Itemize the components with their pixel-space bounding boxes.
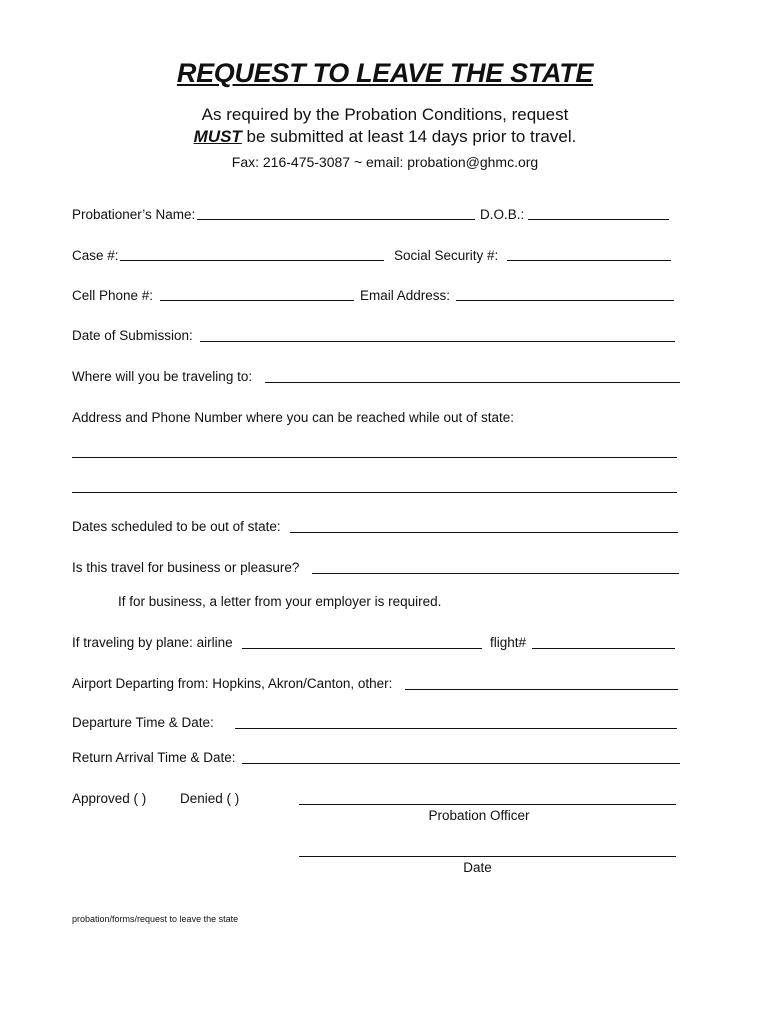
cell-phone-label: Cell Phone #:: [72, 288, 154, 303]
submission-date-field[interactable]: [200, 341, 675, 342]
return-label: Return Arrival Time & Date:: [72, 750, 236, 765]
dates-out-label: Dates scheduled to be out of state:: [72, 519, 281, 534]
dates-out-field[interactable]: [290, 532, 678, 533]
case-number-label: Case #:: [72, 248, 119, 263]
departure-field[interactable]: [235, 728, 677, 729]
flight-field[interactable]: [532, 648, 675, 649]
destination-field[interactable]: [265, 382, 680, 383]
form-title: REQUEST TO LEAVE THE STATE: [176, 58, 594, 88]
approved-checkbox[interactable]: Approved ( ): [72, 791, 147, 806]
airport-label: Airport Departing from: Hopkins, Akron/Canton, other:: [72, 676, 393, 691]
airline-field[interactable]: [242, 648, 482, 649]
business-note: If for business, a letter from your employer is required.: [118, 594, 442, 609]
email-field[interactable]: [456, 300, 674, 301]
contact-info: Fax: 216-475-3087 ~ email: probation@ghmc.org: [231, 154, 539, 170]
dob-field[interactable]: [528, 219, 669, 220]
purpose-field[interactable]: [312, 573, 679, 574]
address-phone-field-2[interactable]: [72, 492, 677, 493]
probation-officer-signature-line[interactable]: [299, 804, 676, 805]
submission-date-label: Date of Submission:: [72, 328, 193, 343]
case-number-field[interactable]: [120, 260, 384, 261]
departure-label: Departure Time & Date:: [72, 715, 214, 730]
airline-label: If traveling by plane: airline: [72, 635, 233, 650]
dob-label: D.O.B.:: [480, 207, 525, 222]
instruction-line-2: [0, 127, 770, 147]
denied-checkbox[interactable]: Denied ( ): [180, 791, 240, 806]
probation-officer-caption: Probation Officer: [428, 808, 530, 823]
destination-label: Where will you be traveling to:: [72, 369, 253, 384]
instruction-line-1: As required by the Probation Conditions, request: [201, 105, 569, 124]
signature-date-line[interactable]: [299, 856, 676, 857]
flight-label: flight#: [490, 635, 527, 650]
signature-date-caption: Date: [463, 860, 492, 875]
cell-phone-field[interactable]: [160, 300, 354, 301]
instruction-line-2-rest: be submitted at least 14 days prior to travel.: [241, 127, 577, 146]
address-phone-label: Address and Phone Number where you can be reached while out of state:: [72, 410, 515, 425]
ssn-label: Social Security #:: [394, 248, 499, 263]
footer-path: probation/forms/request to leave the state: [72, 914, 239, 924]
probationer-name-label: Probationer’s Name:: [72, 207, 196, 222]
probationer-name-field[interactable]: [197, 219, 475, 220]
address-phone-field-1[interactable]: [72, 457, 677, 458]
airport-field[interactable]: [405, 689, 678, 690]
email-label: Email Address:: [360, 288, 451, 303]
purpose-label: Is this travel for business or pleasure?: [72, 560, 300, 575]
must-emphasis: MUST: [193, 127, 242, 146]
ssn-field[interactable]: [507, 260, 671, 261]
return-field[interactable]: [242, 763, 680, 764]
